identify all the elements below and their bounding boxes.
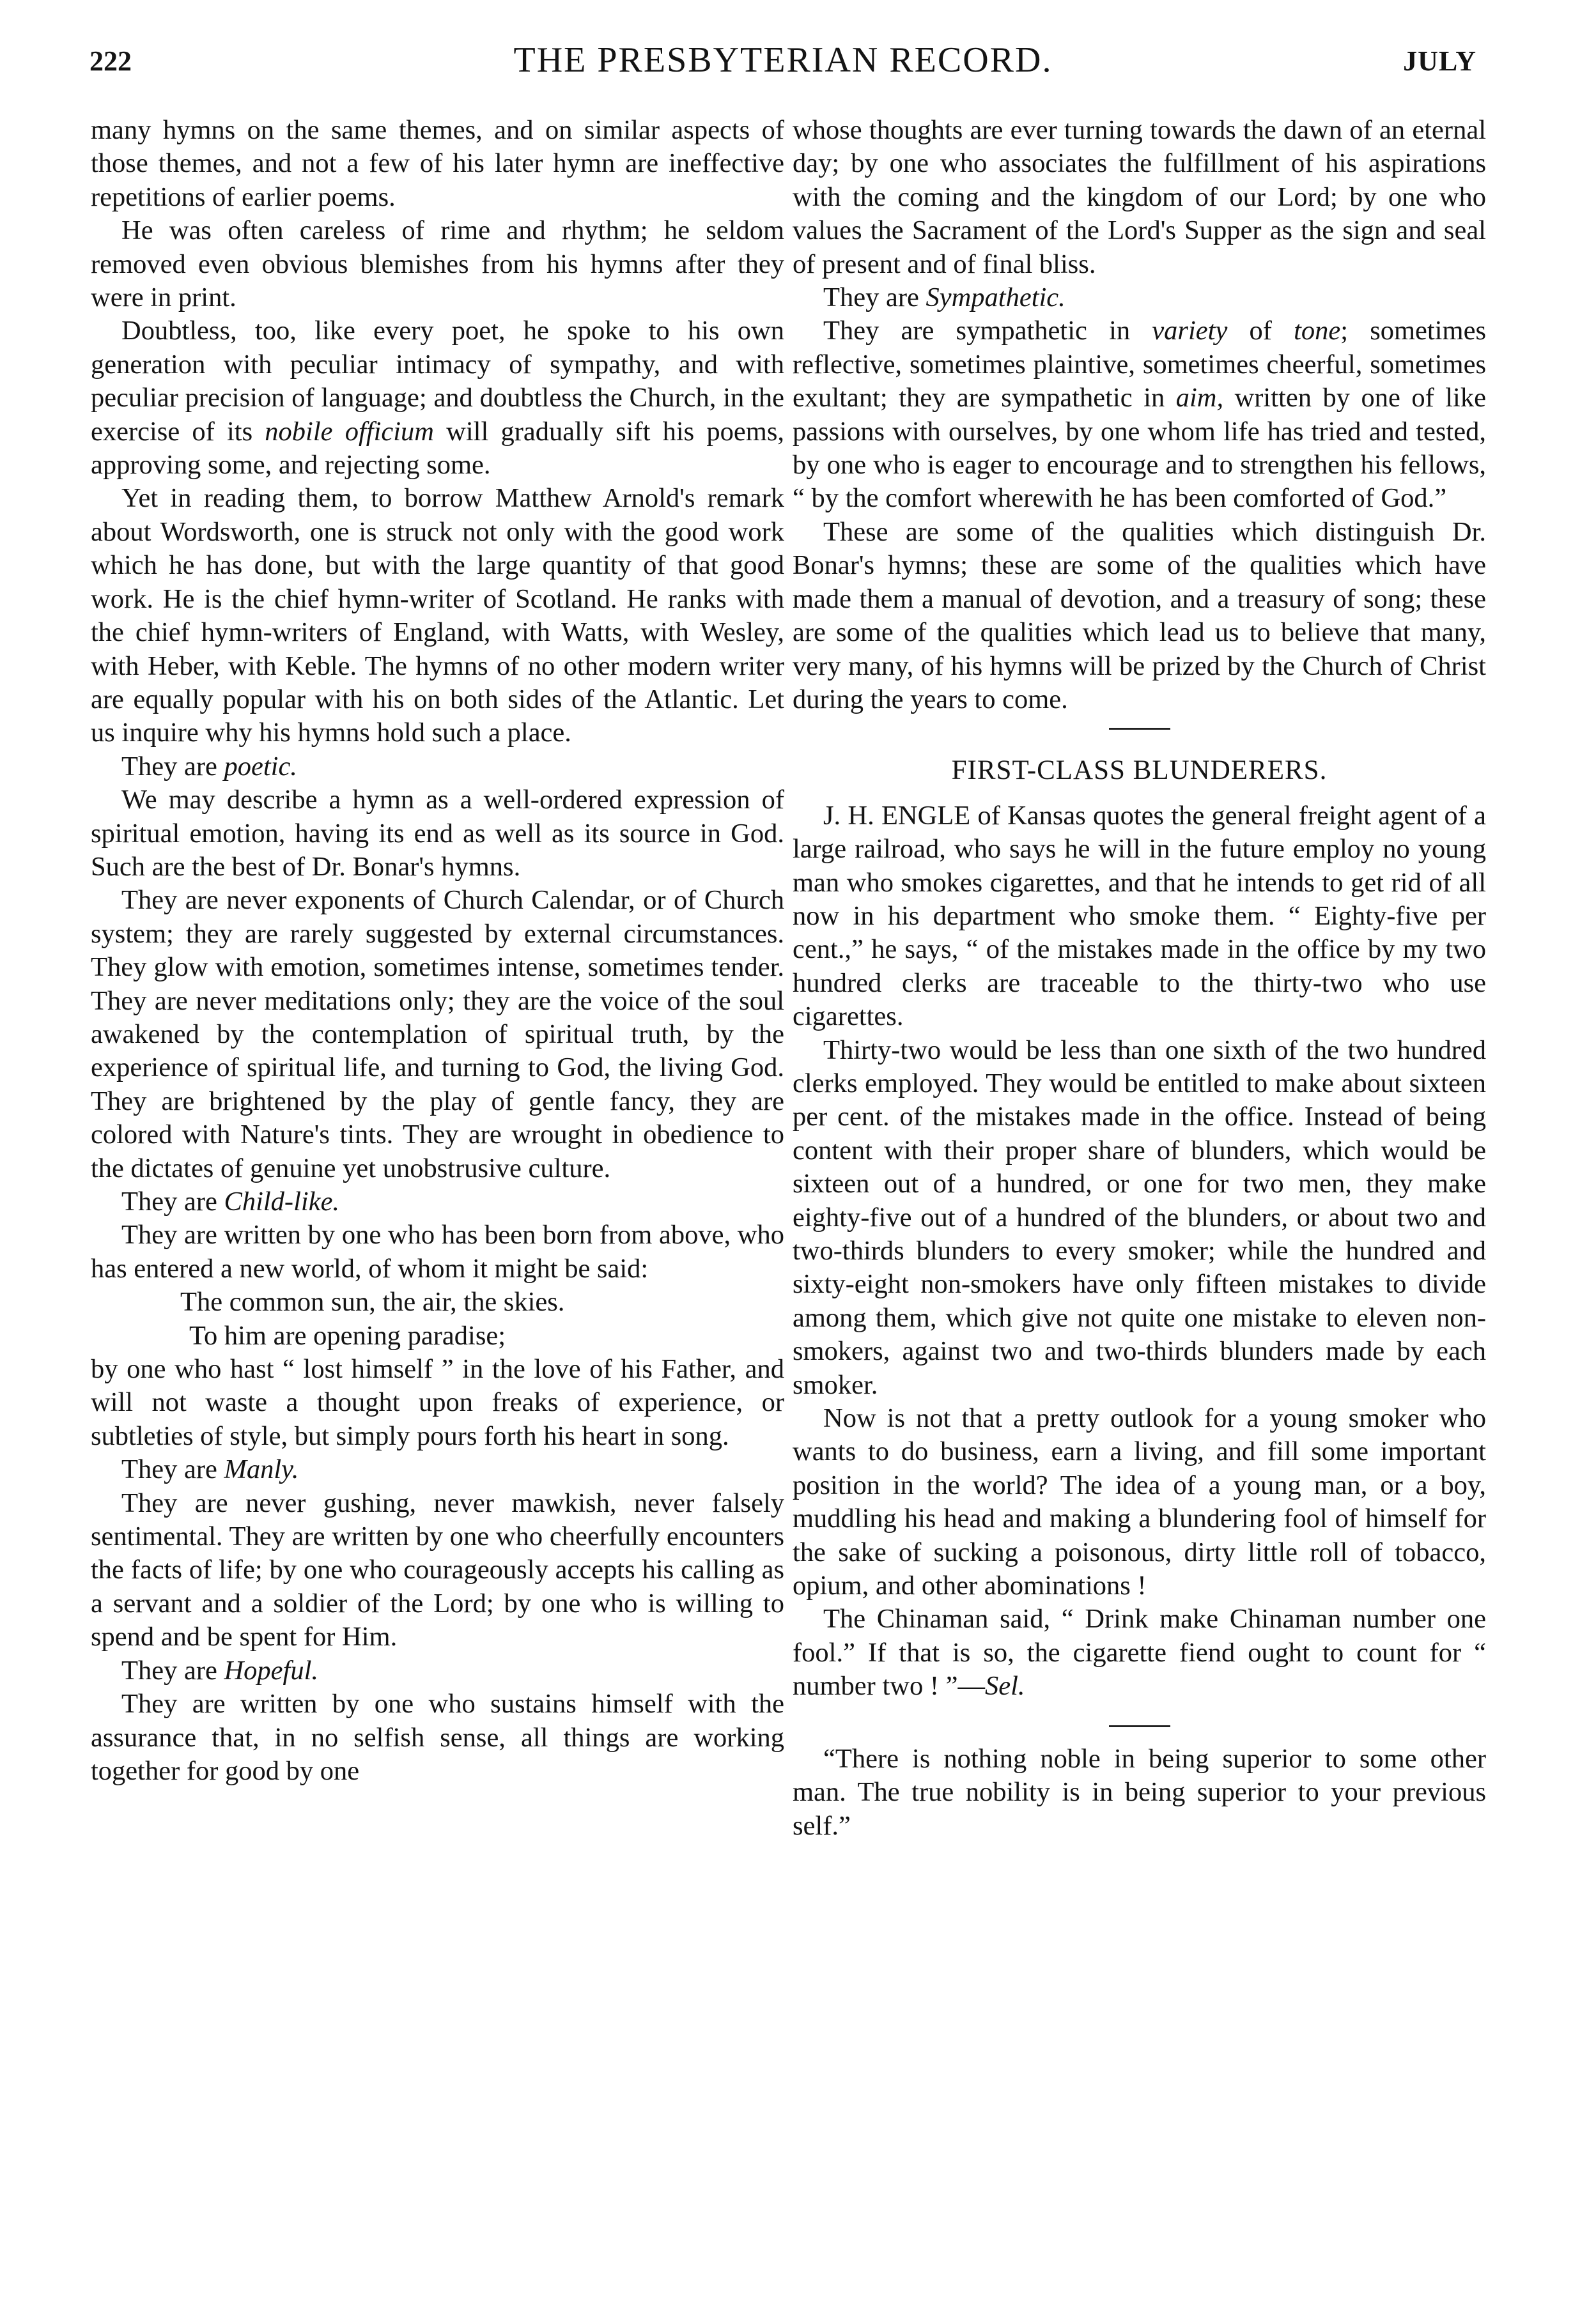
paragraph: They are written by one who has been born from above, who has entered a new world, of whom it might be said:	[91, 1220, 784, 1284]
paragraph: These are some of the qualities which distinguish Dr. Bonar's hymns; these are some of the qualities which have made them a manual of devotion, and a treasury of song; these are some of the qualities which lead us to believe that many, very many, of his hymns will be prized by the Church of Christ during the years to come.	[793, 516, 1486, 714]
divider-rule	[1109, 1725, 1170, 1727]
quality-heading-hopeful: They are Hopeful.	[121, 1655, 319, 1686]
issue-month: JULY	[1403, 45, 1476, 77]
paragraph: They are never exponents of Church Calendar, or of Church system; they are rarely suggested by external circumstances. They glow with emotion, sometimes intense, sometimes tender. They are never meditations only; they are the voice of the soul awakened by the contemplation of spiritual truth, by the experience of spiritual life, and turning to God, the living God. They are brightened by the play of gentle fancy, they are colored with Nature's tints. They are wrought in obedience to the dictates of genuine yet unobstrusive culture.	[91, 885, 784, 1183]
quality-heading-poetic: They are poetic.	[121, 751, 297, 781]
verse-line: To him are opening paradise;	[189, 1320, 506, 1351]
closing-quote: “There is nothing noble in being superior to some other man. The true nobility is in being superior to your previous self.”	[793, 1743, 1486, 1841]
quality-heading-manly: They are Manly.	[121, 1454, 299, 1485]
paragraph: many hymns on the same themes, and on similar aspects of those themes, and not a few of his later hymn are ineffective repetitions of earlier poems.	[91, 115, 784, 212]
paragraph: Thirty-two would be less than one sixth of the two hundred clerks employed. They would be entitled to make about sixteen per cent. of the mistakes made in the office. Instead of being content with their proper share of blunders, which would be sixteen out of a hundred, or one for two men, they make eighty-five out of a hundred of the blunders, or about two and two-thirds blunders to every smoker; while the hundred and sixty-eight non-smokers have only fifteen mistakes to divide among them, which give not quite one mistake to eleven non-smokers, against two and two-thirds blunders made by each smoker.	[793, 1035, 1486, 1400]
divider-rule	[1109, 728, 1170, 730]
paragraph: The Chinaman said, “ Drink make Chinaman number one fool.” If that is so, the cigarette fiend ought to count for “ number two ! ”—Sel.	[793, 1604, 1486, 1702]
paragraph: whose thoughts are ever turning towards the dawn of an eternal day; by one who associates the fulfillment of his aspirations with the coming and the kingdom of our Lord; by one who values the Sacrament of the Lord's Supper as the sign and seal of present and of final bliss.	[793, 115, 1486, 279]
paragraph: Now is not that a pretty outlook for a young smoker who wants to do business, earn a living, and fill some important position in the world? The idea of a young man, or a boy, muddling his head and making a blundering fool of himself for the sake of sucking a poisonous, dirty little roll of tobacco, opium, and other abominations !	[793, 1403, 1486, 1601]
right-column	[793, 114, 1486, 1843]
running-header	[89, 40, 1476, 91]
section-title: FIRST-CLASS BLUNDERERS.	[951, 755, 1328, 786]
journal-title: THE PRESBYTERIAN RECORD.	[513, 40, 1053, 80]
paragraph: They are written by one who sustains himself with the assurance that, in no selfish sense, all things are working together for good by one	[91, 1689, 784, 1786]
paragraph: We may describe a hymn as a well-ordered expression of spiritual emotion, having its end as well as its source in God. Such are the best of Dr. Bonar's hymns.	[91, 785, 784, 882]
quality-heading-sympathetic: They are Sympathetic.	[823, 282, 1065, 313]
verse-quote	[91, 1286, 784, 1353]
paragraph: They are never gushing, never mawkish, never falsely sentimental. They are written by one who cheerfully encounters the facts of life; by one who courageously accepts his calling as a servant and a soldier of the Lord; by one who is willing to spend and be spent for Him.	[91, 1488, 784, 1652]
paragraph: J. H. ENGLE of Kansas quotes the general freight agent of a large railroad, who says he will in the future employ no young man who smokes cigarettes, and that he intends to get rid of all now in his department who smoke them. “ Eighty-five per cent.,” he says, “ of the mistakes made in the office by my two hundred clerks are traceable to the thirty-two who use cigarettes.	[793, 800, 1486, 1032]
paragraph: Doubtless, too, like every poet, he spoke to his own generation with peculiar intimacy of sympathy, and with peculiar precision of language; and doubtless the Church, in the exercise of its nobile officium will gradually sift his poems, approving some, and rejecting some.	[91, 316, 784, 481]
page-number: 222	[89, 45, 132, 77]
left-column	[91, 114, 784, 1788]
paragraph: Yet in reading them, to borrow Matthew Arnold's remark about Wordsworth, one is struck not only with the good work which he has done, but with the large quantity of that good work. He is the chief hymn-writer of Scotland. He ranks with the chief hymn-writers of England, with Watts, with Wesley, with Heber, with Keble. The hymns of no other modern writer are equally popular with his on both sides of the Atlantic. Let us inquire why his hymns hold such a place.	[91, 483, 784, 748]
source-credit: Sel.	[984, 1671, 1025, 1702]
latin-phrase: nobile officium	[265, 416, 434, 447]
paragraph: He was often careless of rime and rhythm; he seldom removed even obvious blemishes from his hymns after they were in print.	[91, 215, 784, 313]
quality-heading-childlike: They are Child-like.	[121, 1187, 340, 1217]
verse-line: The common sun, the air, the skies.	[180, 1287, 565, 1318]
paragraph: They are sympathetic in variety of tone; sometimes reflective, sometimes plaintive, sometimes cheerful, sometimes exultant; they are sympathetic in aim, written by one of like passions with ourselves, by one whom life has tried and tested, by one who is eager to encourage and to strengthen his fellows, “ by the comfort wherewith he has been comforted of God.”	[793, 316, 1486, 514]
paragraph: by one who hast “ lost himself ” in the love of his Father, and will not waste a thought upon freaks of experience, or subtleties of style, but simply pours forth his heart in song.	[91, 1354, 784, 1451]
